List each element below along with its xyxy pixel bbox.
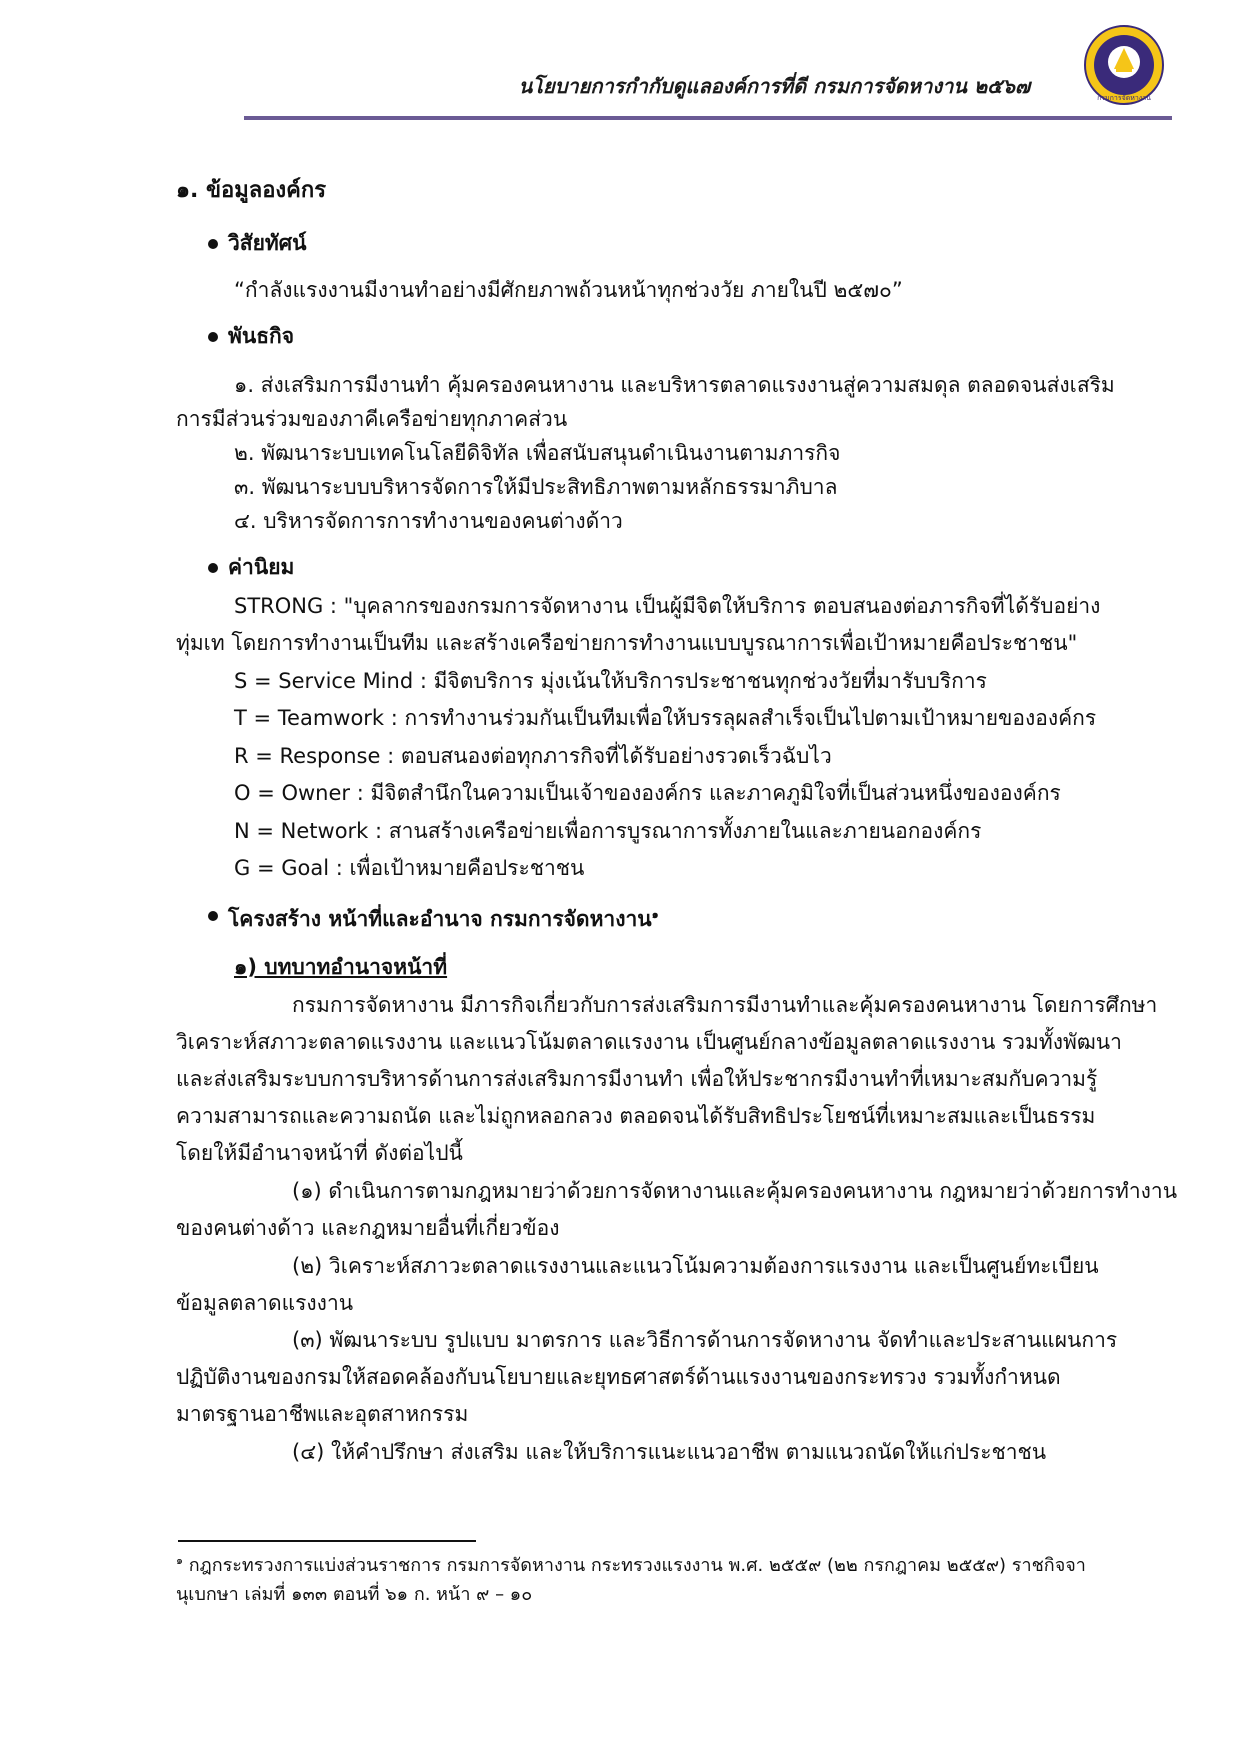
structure-line: (๔) ให้คำปรึกษา ส่งเสริม และให้บริการแนะแนวอาชีพ ตามแนวถนัดให้แก่ประชาชน xyxy=(292,1440,1047,1464)
structure-line: มาตรฐานอาชีพและอุตสาหกรรม xyxy=(176,1402,469,1426)
mission-item: ๑. ส่งเสริมการมีงานทำ คุ้มครองคนหางาน และบริหารตลาดแรงงานสู่ความสมดุล ตลอดจนส่งเสริม xyxy=(234,373,1115,397)
values-line: O = Owner : มีจิตสำนึกในความเป็นเจ้าขององค์กร และภาคภูมิใจที่เป็นส่วนหนึ่งขององค์กร xyxy=(234,781,1061,805)
footnote-rule xyxy=(178,1540,476,1542)
header-title: นโยบายการกำกับดูแลองค์การที่ดี กรมการจัดหางาน ๒๕๖๗ xyxy=(518,74,1030,98)
structure-line: และส่งเสริมระบบการบริหารด้านการส่งเสริมการมีงานทำ เพื่อให้ประชากรมีงานทำที่เหมาะสมกับความรู้ xyxy=(176,1067,1098,1091)
bullet-icon xyxy=(208,239,218,249)
mission-item: ๓. พัฒนาระบบบริหารจัดการให้มีประสิทธิภาพตามหลักธรรมาภิบาล xyxy=(234,475,838,499)
mission-item: ๔. บริหารจัดการการทำงานของคนต่างด้าว xyxy=(234,509,623,533)
footnote-mark: ๑ xyxy=(176,1554,183,1567)
values-line: N = Network : สานสร้างเครือข่ายเพื่อการบูรณาการทั้งภายในและภายนอกองค์กร xyxy=(234,819,982,843)
values-line: G = Goal : เพื่อเป้าหมายคือประชาชน xyxy=(234,856,585,880)
values-line: T = Teamwork : การทำงานร่วมกันเป็นทีมเพื่อให้บรรลุผลสำเร็จเป็นไปตามเป้าหมายขององค์กร xyxy=(234,706,1097,730)
structure-line: กรมการจัดหางาน มีภารกิจเกี่ยวกับการส่งเสริมการมีงานทำและคุ้มครองคนหางาน โดยการศึกษา xyxy=(292,993,1158,1017)
mission-heading: พันธกิจ xyxy=(228,324,295,348)
vision-text: “กำลังแรงงานมีงานทำอย่างมีศักยภาพถ้วนหน้าทุกช่วงวัย ภายในปี ๒๕๗๐” xyxy=(234,278,903,302)
structure-line: โดยให้มีอำนาจหน้าที่ ดังต่อไปนี้ xyxy=(176,1141,463,1165)
footnote-text: กฎกระทรวงการแบ่งส่วนราชการ กรมการจัดหางาน กระทรวงแรงงาน พ.ศ. ๒๕๕๙ (๒๒ กรกฎาคม ๒๕๕๙) ราชกิจจา xyxy=(188,1555,1086,1576)
structure-line: (๓) พัฒนาระบบ รูปแบบ มาตรการ และวิธีการด้านการจัดหางาน จัดทำและประสานแผนการ xyxy=(292,1328,1118,1352)
section-title: ๑. ข้อมูลองค์กร xyxy=(176,178,327,203)
values-line: S = Service Mind : มีจิตบริการ มุ่งเน้นให้บริการประชาชนทุกช่วงวัยที่มารับบริการ xyxy=(234,669,987,693)
bullet-icon xyxy=(208,911,218,921)
values-line: ทุ่มเท โดยการทำงานเป็นทีม และสร้างเครือข่ายการทำงานแบบบูรณาการเพื่อเป้าหมายคือประชาชน" xyxy=(176,631,1078,655)
structure-heading: โครงสร้าง หน้าที่และอำนาจ กรมการจัดหางาน xyxy=(228,907,652,931)
bullet-icon xyxy=(208,563,218,573)
structure-heading-row xyxy=(228,900,659,934)
values-heading: ค่านิยม xyxy=(228,555,295,579)
structure-subheading: ๑) บทบาทอำนาจหน้าที่ xyxy=(234,955,448,979)
values-line: STRONG : "บุคลากรของกรมการจัดหางาน เป็นผู้มีจิตให้บริการ ตอบสนองต่อภารกิจที่ได้รับอย่าง xyxy=(234,594,1101,618)
mission-item: ๒. พัฒนาระบบเทคโนโลยีดิจิทัล เพื่อสนับสนุนดำเนินงานตามภารกิจ xyxy=(234,441,841,465)
values-line: R = Response : ตอบสนองต่อทุกภารกิจที่ได้รับอย่างรวดเร็วฉับไว xyxy=(234,744,832,768)
structure-line: ความสามารถและความถนัด และไม่ถูกหลอกลวง ตลอดจนได้รับสิทธิประโยชน์ที่เหมาะสมและเป็นธรรม xyxy=(176,1104,1096,1128)
footnote-reference[interactable]: ๑ xyxy=(651,908,659,921)
structure-line: (๒) วิเคราะห์สภาวะตลาดแรงงานและแนวโน้มความต้องการแรงงาน และเป็นศูนย์ทะเบียน xyxy=(292,1254,1099,1278)
structure-line: (๑) ดำเนินการตามกฎหมายว่าด้วยการจัดหางานและคุ้มครองคนหางาน กฎหมายว่าด้วยการทำงาน xyxy=(292,1179,1178,1203)
structure-line: ปฏิบัติงานของกรมให้สอดคล้องกับนโยบายและยุทธศาสตร์ด้านแรงงานของกระทรวง รวมทั้งกำหนด xyxy=(176,1365,1061,1389)
structure-line: ข้อมูลตลาดแรงงาน xyxy=(176,1291,354,1315)
mission-item: การมีส่วนร่วมของภาคีเครือข่ายทุกภาคส่วน xyxy=(176,407,568,431)
footnote-line xyxy=(176,1548,1086,1579)
vision-heading: วิสัยทัศน์ xyxy=(228,231,307,255)
structure-line: ของคนต่างด้าว และกฎหมายอื่นที่เกี่ยวข้อง xyxy=(176,1216,560,1240)
svg-text:กรมการจัดหางาน: กรมการจัดหางาน xyxy=(1097,94,1151,102)
structure-line: วิเคราะห์สภาวะตลาดแรงงาน และแนวโน้มตลาดแรงงาน เป็นศูนย์กลางข้อมูลตลาดแรงงาน รวมทั้งพัฒนา xyxy=(176,1030,1122,1054)
department-logo xyxy=(1083,24,1165,106)
header-rule xyxy=(244,116,1172,120)
bullet-icon xyxy=(208,332,218,342)
footnote-line: นุเบกษา เล่มที่ ๑๓๓ ตอนที่ ๖๑ ก. หน้า ๙ – ๑๐ xyxy=(176,1584,533,1605)
